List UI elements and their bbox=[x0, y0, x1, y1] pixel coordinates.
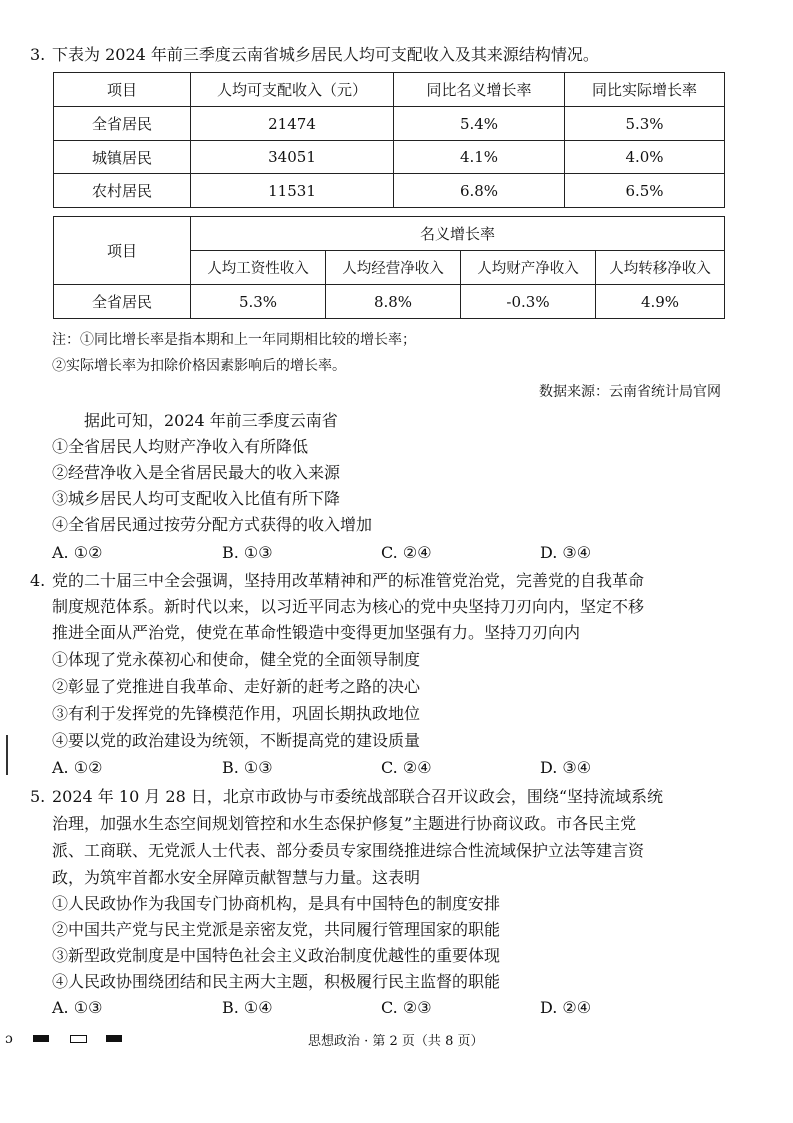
growth-table-group-row bbox=[54, 217, 725, 251]
question-5-option-2: ②中国共产党与民主党派是亲密友党，共同履行管理国家的职能 bbox=[52, 920, 501, 939]
table-cell: 8.8% bbox=[326, 285, 461, 319]
question-5-stem-line: 政，为筑牢首都水安全屏障贡献智慧与力量。这表明 bbox=[52, 868, 421, 887]
growth-rate-table bbox=[53, 216, 725, 319]
choice-b[interactable]: B. ①③ bbox=[222, 543, 273, 562]
scan-edge-line bbox=[6, 735, 8, 775]
question-4-option-1: ①体现了党永葆初心和使命，健全党的全面领导制度 bbox=[52, 650, 421, 669]
table-cell: 4.1% bbox=[394, 141, 565, 174]
choice-c[interactable]: C. ②④ bbox=[381, 543, 432, 562]
registration-mark bbox=[106, 1035, 122, 1042]
table-cell: 6.5% bbox=[565, 174, 725, 208]
table-cell: 全省居民 bbox=[54, 285, 191, 319]
question-3-option-4: ④全省居民通过按劳分配方式获得的收入增加 bbox=[52, 515, 373, 534]
corner-mark: ɔ bbox=[5, 1031, 13, 1047]
question-3-choices bbox=[52, 542, 672, 564]
table-row bbox=[54, 107, 725, 141]
choice-d[interactable]: D. ③④ bbox=[540, 758, 592, 777]
income-table bbox=[53, 72, 725, 208]
table-header-cell: 名义增长率 bbox=[191, 217, 725, 251]
table-header-cell: 同比实际增长率 bbox=[565, 73, 725, 107]
question-4-stem-line: 推进全面从严治党，使党在革命性锻造中变得更加坚强有力。坚持刀刃向内 bbox=[52, 623, 581, 642]
choice-c[interactable]: C. ②④ bbox=[381, 758, 432, 777]
question-3-option-2: ②经营净收入是全省居民最大的收入来源 bbox=[52, 463, 341, 482]
table-cell: 34051 bbox=[191, 141, 394, 174]
question-5-stem-line: 2024 年 10 月 28 日，北京市政协与市委统战部联合召开议政会，围绕“坚持流域系统 bbox=[52, 787, 664, 806]
table-cell: 5.4% bbox=[394, 107, 565, 141]
table-header-cell: 人均可支配收入（元） bbox=[191, 73, 394, 107]
table-cell: 11531 bbox=[191, 174, 394, 208]
table-cell: 21474 bbox=[191, 107, 394, 141]
table-header-cell: 同比名义增长率 bbox=[394, 73, 565, 107]
question-3-number: 3. bbox=[30, 45, 46, 64]
choice-d[interactable]: D. ③④ bbox=[540, 543, 592, 562]
income-table-header-row bbox=[54, 73, 725, 107]
question-3-option-1: ①全省居民人均财产净收入有所降低 bbox=[52, 437, 309, 456]
question-4-stem-line: 党的二十届三中全会强调，坚持用改革精神和严的标准管党治党，完善党的自我革命 bbox=[52, 571, 645, 590]
question-5-option-3: ③新型政党制度是中国特色社会主义政治制度优越性的重要体现 bbox=[52, 946, 501, 965]
choice-a[interactable]: A. ①③ bbox=[52, 998, 103, 1017]
question-3-stem: 下表为 2024 年前三季度云南省城乡居民人均可支配收入及其来源结构情况。 bbox=[52, 45, 599, 64]
table-header-cell: 项目 bbox=[54, 217, 191, 285]
table-cell: 城镇居民 bbox=[54, 141, 191, 174]
table-row bbox=[54, 141, 725, 174]
choice-a[interactable]: A. ①② bbox=[52, 543, 103, 562]
table-cell: 全省居民 bbox=[54, 107, 191, 141]
table-note-2: ②实际增长率为扣除价格因素影响后的增长率。 bbox=[52, 358, 346, 374]
question-4-option-2: ②彰显了党推进自我革命、走好新的赶考之路的决心 bbox=[52, 677, 421, 696]
choice-d[interactable]: D. ②④ bbox=[540, 998, 592, 1017]
registration-mark bbox=[33, 1035, 49, 1042]
table-row bbox=[54, 174, 725, 208]
table-cell: 农村居民 bbox=[54, 174, 191, 208]
question-5-number: 5. bbox=[30, 787, 46, 806]
table-header-cell: 人均经营净收入 bbox=[326, 251, 461, 285]
registration-mark-hollow bbox=[70, 1035, 87, 1043]
table-cell: 6.8% bbox=[394, 174, 565, 208]
table-cell: 5.3% bbox=[565, 107, 725, 141]
question-3-option-3: ③城乡居民人均可支配收入比值有所下降 bbox=[52, 489, 341, 508]
table-note-1: 注：①同比增长率是指本期和上一年同期相比较的增长率； bbox=[52, 332, 416, 348]
question-5-option-4: ④人民政协围绕团结和民主两大主题，积极履行民主监督的职能 bbox=[52, 972, 501, 991]
table-cell: -0.3% bbox=[461, 285, 596, 319]
question-4-option-4: ④要以党的政治建设为统领，不断提高党的建设质量 bbox=[52, 731, 421, 750]
choice-c[interactable]: C. ②③ bbox=[381, 998, 432, 1017]
question-4-choices bbox=[52, 757, 672, 779]
question-5-choices bbox=[52, 997, 672, 1019]
page-footer: 思想政治 · 第 2 页（共 8 页） bbox=[308, 1034, 484, 1049]
question-5-stem-line: 派、工商联、无党派人士代表、部分委员专家围绕推进综合性流域保护立法等建言资 bbox=[52, 841, 645, 860]
question-5-option-1: ①人民政协作为我国专门协商机构，是具有中国特色的制度安排 bbox=[52, 894, 501, 913]
table-row bbox=[54, 285, 725, 319]
question-5-stem-line: 治理，加强水生态空间规划管控和水生态保护修复”主题进行协商议政。市各民主党 bbox=[52, 814, 637, 833]
question-3-lead: 据此可知，2024 年前三季度云南省 bbox=[84, 411, 338, 430]
question-4-option-3: ③有利于发挥党的先锋模范作用，巩固长期执政地位 bbox=[52, 704, 421, 723]
table-cell: 5.3% bbox=[191, 285, 326, 319]
question-4-stem-line: 制度规范体系。新时代以来，以习近平同志为核心的党中央坚持刀刃向内，坚定不移 bbox=[52, 597, 645, 616]
data-source: 数据来源：云南省统计局官网 bbox=[539, 384, 721, 400]
table-header-cell: 人均工资性收入 bbox=[191, 251, 326, 285]
table-header-cell: 项目 bbox=[54, 73, 191, 107]
table-header-cell: 人均转移净收入 bbox=[596, 251, 725, 285]
choice-b[interactable]: B. ①③ bbox=[222, 758, 273, 777]
table-cell: 4.9% bbox=[596, 285, 725, 319]
table-cell: 4.0% bbox=[565, 141, 725, 174]
question-4-number: 4. bbox=[30, 571, 46, 590]
choice-b[interactable]: B. ①④ bbox=[222, 998, 273, 1017]
table-header-cell: 人均财产净收入 bbox=[461, 251, 596, 285]
choice-a[interactable]: A. ①② bbox=[52, 758, 103, 777]
